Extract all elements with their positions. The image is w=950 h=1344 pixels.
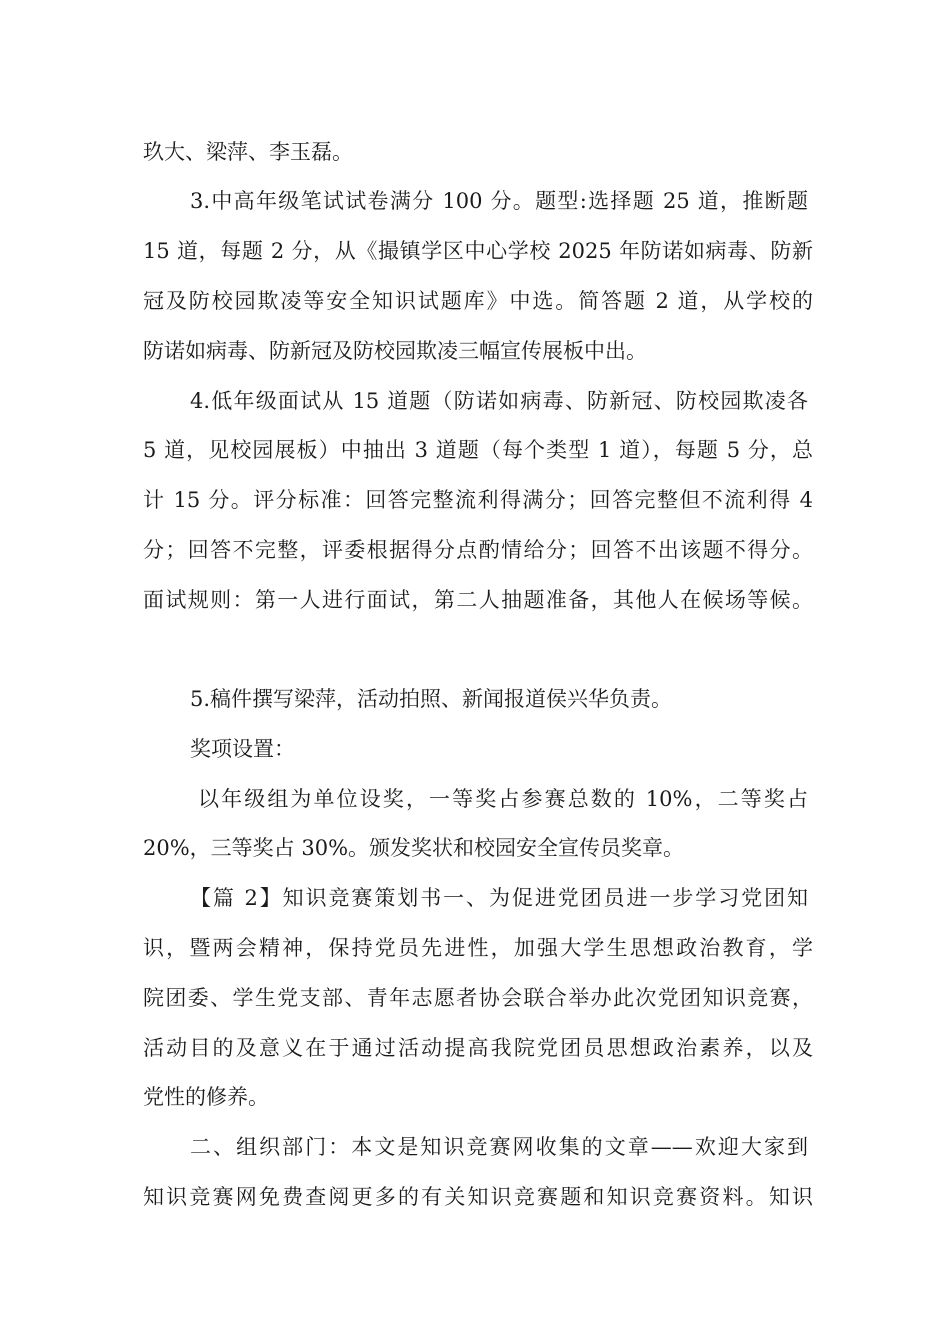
text-line: 活动目的及意义在于通过活动提高我院党团员思想政治素养，以及 [143, 1036, 813, 1060]
text-line: 玖大、梁萍、李玉磊。 [143, 140, 353, 164]
text-line: 15 道，每题 2 分，从《撮镇学区中心学校 2025 年防诺如病毒、防新 [143, 239, 813, 263]
text-line: 分；回答不完整，评委根据得分点酌情给分；回答不出该题不得分。 [143, 538, 813, 562]
text-line: 知识竞赛网免费查阅更多的有关知识竞赛题和知识竞赛资料。知识 [143, 1185, 813, 1209]
text-line: 4.低年级面试从 15 道题（防诺如病毒、防新冠、防校园欺凌各 [190, 389, 808, 413]
text-line: 【篇 2】知识竞赛策划书一、为促进党团员进一步学习党团知 [190, 886, 808, 910]
text-line: 以年级组为单位设奖，一等奖占参赛总数的 10%，二等奖占 [198, 787, 808, 811]
text-line: 5.稿件撰写梁萍，活动拍照、新闻报道侯兴华负责。 [190, 687, 673, 711]
text-line: 识，暨两会精神，保持党员先进性，加强大学生思想政治教育，学 [143, 936, 813, 960]
text-line: 党性的修养。 [143, 1085, 269, 1109]
text-line: 冠及防校园欺凌等安全知识试题库》中选。简答题 2 道，从学校的 [143, 289, 813, 313]
text-line: 3.中高年级笔试试卷满分 100 分。题型:选择题 25 道，推断题 [190, 189, 808, 213]
text-line: 5 道，见校园展板）中抽出 3 道题（每个类型 1 道），每题 5 分，总 [143, 438, 813, 462]
text-line: 面试规则：第一人进行面试，第二人抽题准备，其他人在候场等候。 [143, 588, 813, 612]
text-line: 二、组织部门：本文是知识竞赛网收集的文章——欢迎大家到 [190, 1135, 808, 1159]
text-line: 防诺如病毒、防新冠及防校园欺凌三幅宣传展板中出。 [143, 339, 647, 363]
text-line: 院团委、学生党支部、青年志愿者协会联合举办此次党团知识竞赛， [143, 986, 813, 1010]
section-heading: 奖项设置： [190, 737, 295, 761]
text-line: 20%，三等奖占 30%。颁发奖状和校园安全宣传员奖章。 [143, 836, 685, 860]
text-line: 计 15 分。评分标准：回答完整流利得满分；回答完整但不流利得 4 [143, 488, 813, 512]
